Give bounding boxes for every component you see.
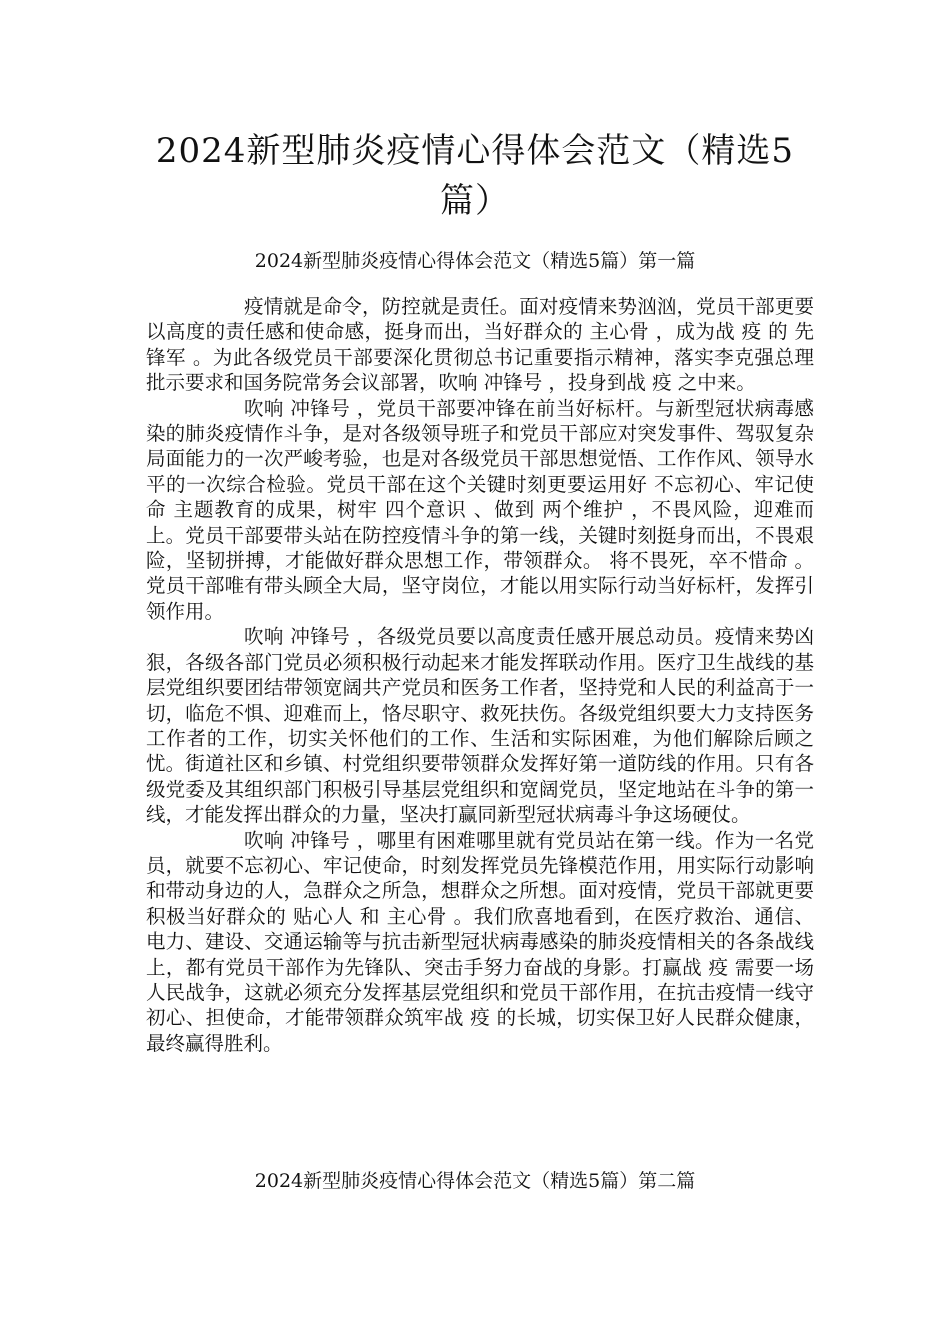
section-1-body [146, 294, 814, 1056]
section-heading-2: 2024新型肺炎疫情心得体会范文（精选5篇）第二篇 [254, 1170, 696, 1192]
paragraph-4: 吹响 冲锋号 ，哪里有困难哪里就有党员站在第一线。作为一名党员，就要不忘初心、牢记使命，时刻发挥党员先锋模范作用，用实际行动影响和带动身边的人，急群众之所急，想群众之所想。面对疫情，党员干部就更要积极当好群众的 贴心人 和 主心骨 。我们欣喜地看到，在医疗救治、通信、电力、建设、交通运输等与抗击新型冠状病毒感染的肺炎疫情相关的各条战线上，都有党员干部作为先锋队、突击手努力奋战的身影。打赢战 疫 需要一场人民战争，这就必须充分发挥基层党组织和党员干部作用，在抗击疫情一线守初心、担使命，才能带领群众筑牢战 疫 的长城，切实保卫好人民群众健康，最终赢得胜利。 [146, 828, 814, 1055]
paragraph-1: 疫情就是命令，防控就是责任。面对疫情来势汹汹，党员干部更要以高度的责任感和使命感，挺身而出，当好群众的 主心骨 ，成为战 疫 的 先锋军 。为此各级党员干部要深化贯彻总书记重要指示精神，落实李克强总理批示要求和国务院常务会议部署，吹响 冲锋号 ，投身到战 疫 之中来。 [146, 295, 814, 395]
paragraph-2: 吹响 冲锋号 ，党员干部要冲锋在前当好标杆。与新型冠状病毒感染的肺炎疫情作斗争，是对各级领导班子和党员干部应对突发事件、驾驭复杂局面能力的一次严峻考验，也是对各级党员干部思想觉悟、工作作风、领导水平的一次综合检验。党员干部在这个关键时刻更要运用好 不忘初心、牢记使命 主题教育的成果，树牢 四个意识 、做到 两个维护 ，不畏风险，迎难而上。党员干部要带头站在防控疫情斗争的第一线，关键时刻挺身而出，不畏艰险，坚韧拼搏，才能做好群众思想工作，带领群众。 将不畏死，卒不惜命 。党员干部唯有带头顾全大局，坚守岗位，才能以用实际行动当好标杆，发挥引领作用。 [146, 396, 814, 623]
section-heading-1: 2024新型肺炎疫情心得体会范文（精选5篇）第一篇 [254, 250, 696, 272]
document-title: 2024新型肺炎疫情心得体会范文（精选5篇） [155, 131, 795, 221]
paragraph-3: 吹响 冲锋号 ，各级党员要以高度责任感开展总动员。疫情来势凶狠，各级各部门党员必须积极行动起来才能发挥联动作用。医疗卫生战线的基层党组织要团结带领宽阔共产党员和医务工作者，坚持党和人民的利益高于一切，临危不惧、迎难而上，恪尽职守、救死扶伤。各级党组织要大力支持医务工作者的工作，切实关怀他们的工作、生活和实际困难，为他们解除后顾之忧。街道社区和乡镇、村党组织要带领群众发挥好第一道防线的作用。只有各级党委及其组织部门积极引导基层党组织和宽阔党员，坚定地站在斗争的第一线，才能发挥出群众的力量，坚决打赢同新型冠状病毒斗争这场硬仗。 [146, 625, 814, 827]
